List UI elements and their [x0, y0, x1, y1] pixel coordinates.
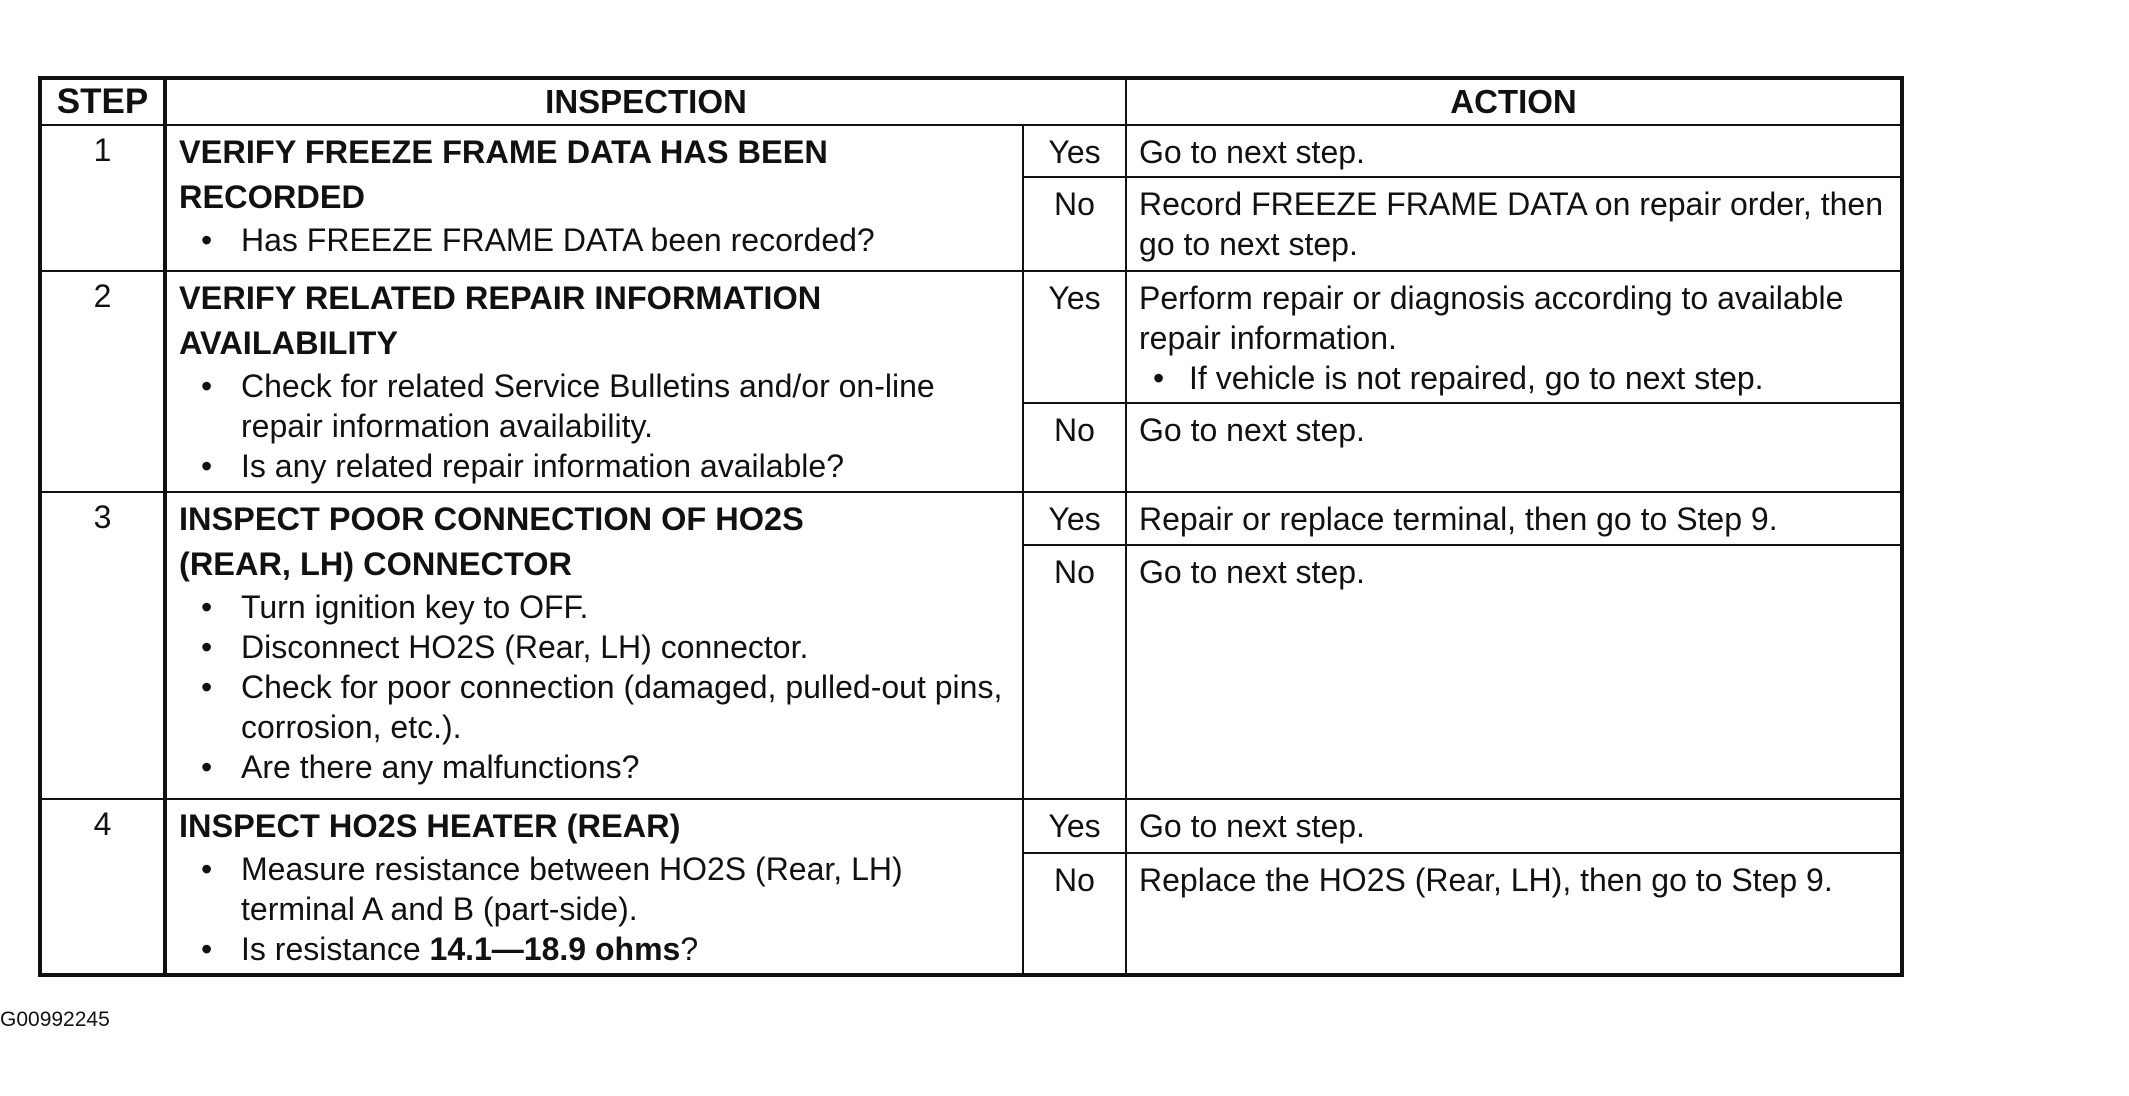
step-4-yes-row [40, 799, 1902, 853]
step-3-yes-label: Yes [1023, 492, 1126, 545]
resistance-question-suffix: ? [680, 931, 699, 967]
figure-code: G00992245 [0, 1008, 110, 1031]
step-1-no-action: Record FREEZE FRAME DATA on repair order, then go to next step. [1126, 177, 1902, 271]
table-header-row [40, 78, 1902, 125]
step-2-inspection [165, 271, 1023, 492]
step-1-checklist [179, 220, 1012, 260]
step-3-title [179, 497, 1012, 587]
diagnostic-procedure-table [38, 76, 1904, 977]
step-1-title [179, 130, 1012, 220]
step-3-checklist [179, 587, 1012, 787]
step-2-title-line: VERIFY RELATED REPAIR INFORMATION [179, 280, 822, 316]
step-2-title-line: AVAILABILITY [179, 325, 399, 361]
step-1-title-line: RECORDED [179, 179, 365, 215]
step-2-yes-row [40, 271, 1902, 403]
step-2-check-item: • Is any related repair information available? [179, 446, 1012, 486]
step-4-title [179, 804, 1012, 849]
step-2-no-label: No [1023, 403, 1126, 492]
step-1-inspection [165, 125, 1023, 271]
step-2-yes-action-text: Perform repair or diagnosis according to available repair information. [1139, 280, 1844, 356]
step-4-yes-action: Go to next step. [1126, 799, 1902, 853]
step-4-check-item: • Measure resistance between HO2S (Rear, LH) terminal A and B (part-side). [179, 849, 1012, 929]
resistance-question-prefix: Is resistance [241, 931, 430, 967]
step-4-no-label: No [1023, 853, 1126, 975]
step-4-checklist [179, 849, 1012, 969]
step-1-yes-action: Go to next step. [1126, 125, 1902, 177]
step-2-number: 2 [40, 271, 165, 492]
step-3-no-action: Go to next step. [1126, 545, 1902, 799]
step-3-no-label: No [1023, 545, 1126, 799]
step-3-check-item: • Check for poor connection (damaged, pulled-out pins, corrosion, etc.). [179, 667, 1012, 747]
step-3-title-line: (REAR, LH) CONNECTOR [179, 546, 572, 582]
step-2-check-item: • Check for related Service Bulletins and/or on-line repair information availability. [179, 366, 1012, 446]
step-3-yes-row [40, 492, 1902, 545]
step-4-number: 4 [40, 799, 165, 975]
step-1-yes-label: Yes [1023, 125, 1126, 177]
resistance-spec-value: 14.1—18.9 ohms [429, 931, 681, 967]
inspection-column-header: INSPECTION [165, 78, 1126, 125]
step-3-inspection [165, 492, 1023, 799]
step-4-no-action: Replace the HO2S (Rear, LH), then go to Step 9. [1126, 853, 1902, 975]
step-3-title-line: INSPECT POOR CONNECTION OF HO2S [179, 501, 804, 537]
step-1-number: 1 [40, 125, 165, 271]
step-4-title-line: INSPECT HO2S HEATER (REAR) [179, 808, 681, 844]
step-2-no-action: Go to next step. [1126, 403, 1902, 492]
step-2-yes-action [1126, 271, 1902, 403]
step-3-check-item: • Are there any malfunctions? [179, 747, 1012, 787]
step-4-yes-label: Yes [1023, 799, 1126, 853]
step-4-inspection [165, 799, 1023, 975]
action-column-header: ACTION [1126, 78, 1902, 125]
step-1-check-item: • Has FREEZE FRAME DATA been recorded? [179, 220, 1012, 260]
step-2-yes-action-list [1139, 358, 1888, 398]
step-3-check-item: • Disconnect HO2S (Rear, LH) connector. [179, 627, 1012, 667]
step-3-yes-action: Repair or replace terminal, then go to Step 9. [1126, 492, 1902, 545]
step-3-number: 3 [40, 492, 165, 799]
step-1-no-label: No [1023, 177, 1126, 271]
step-3-check-item: • Turn ignition key to OFF. [179, 587, 1012, 627]
step-2-yes-action-bullet: • If vehicle is not repaired, go to next step. [1139, 358, 1888, 398]
step-4-check-item-resistance [179, 929, 1012, 969]
step-1-yes-row [40, 125, 1902, 177]
step-column-header: STEP [40, 78, 165, 125]
step-2-title [179, 276, 1012, 366]
step-1-title-line: VERIFY FREEZE FRAME DATA HAS BEEN [179, 134, 828, 170]
step-2-yes-label: Yes [1023, 271, 1126, 403]
step-2-checklist [179, 366, 1012, 486]
